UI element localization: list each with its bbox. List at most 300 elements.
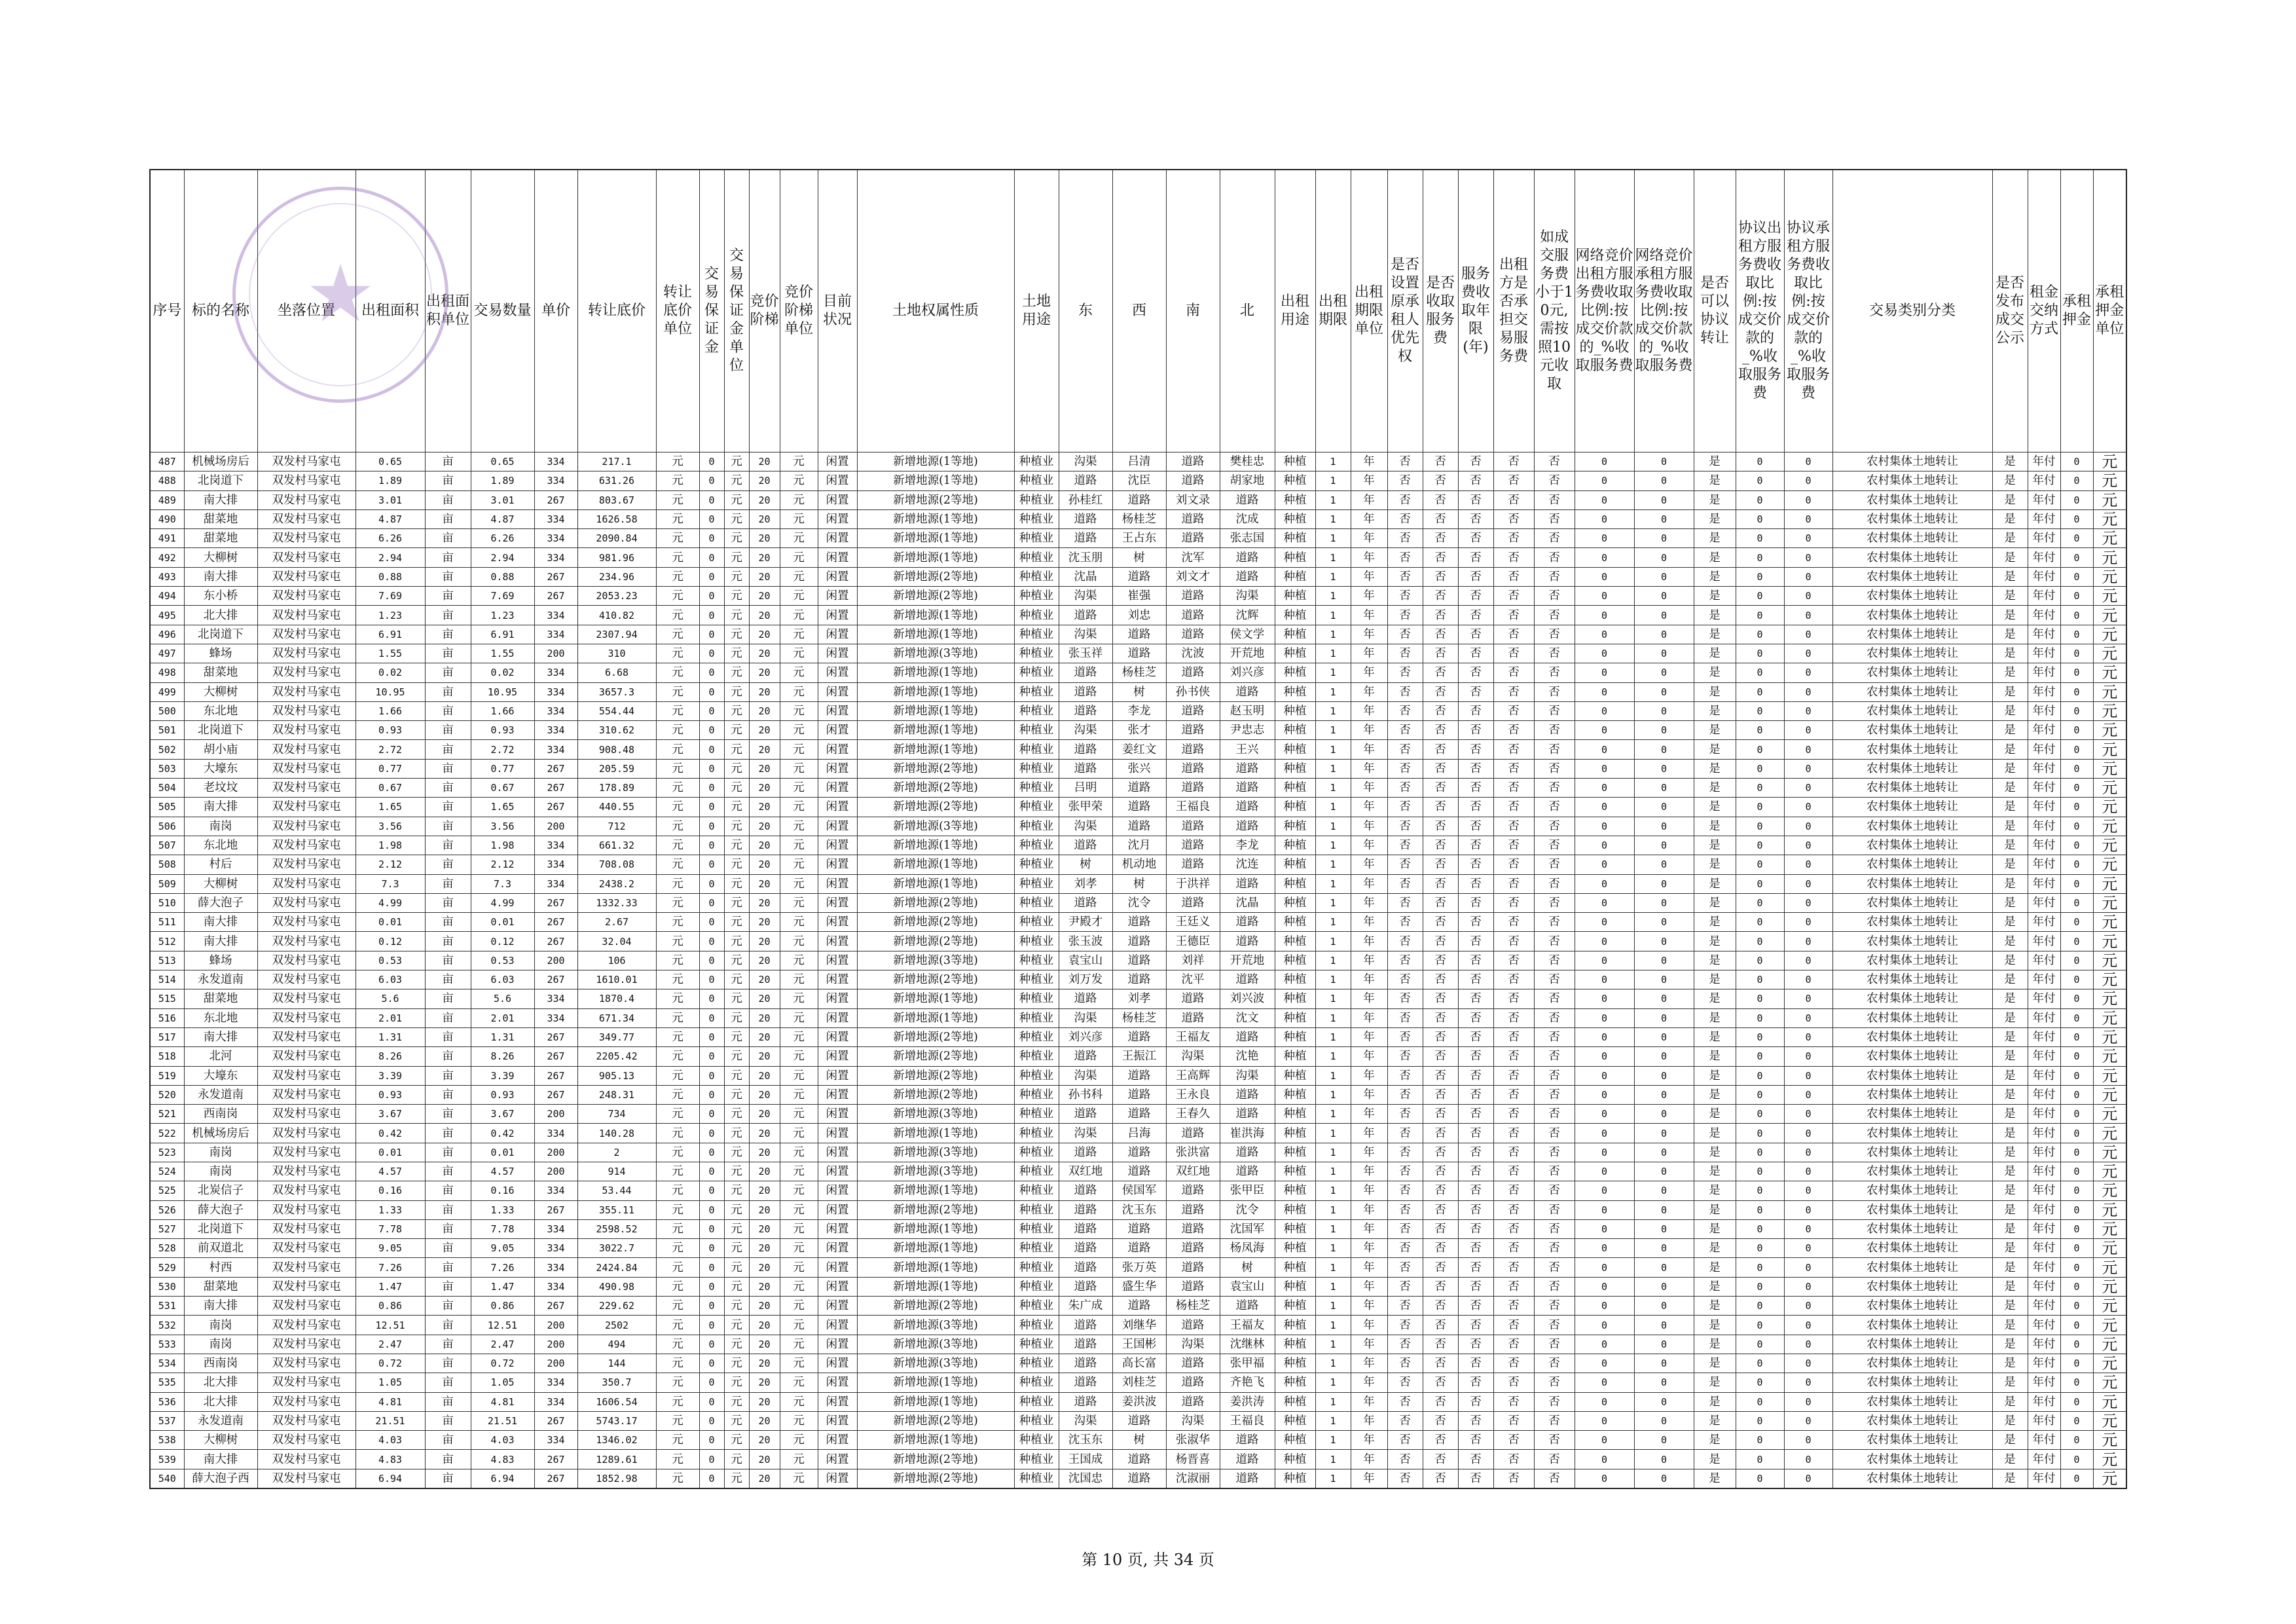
column-header: 网络竞价承租方服务费收取比例:按成交价款的_%收取服务费 xyxy=(1634,170,1694,452)
table-cell: 新增地源(2等地) xyxy=(857,798,1014,817)
table-cell: 元 xyxy=(724,625,749,644)
table-cell: 年 xyxy=(1351,1411,1387,1430)
table-cell: 元 xyxy=(780,893,818,912)
table-cell: 否 xyxy=(1534,490,1575,509)
table-cell: 0 xyxy=(2060,798,2093,817)
table-cell: 道路 xyxy=(1166,1392,1220,1411)
table-cell: 0 xyxy=(1736,1354,1784,1373)
table-cell: 年 xyxy=(1351,701,1387,720)
table-cell: 孙桂红 xyxy=(1059,490,1112,509)
table-cell: 樊桂忠 xyxy=(1220,452,1275,471)
column-header: 土地用途 xyxy=(1014,170,1059,452)
table-cell: 树 xyxy=(1112,682,1166,701)
table-cell: 533 xyxy=(150,1335,184,1354)
table-cell: 亩 xyxy=(425,587,471,606)
table-cell: 年 xyxy=(1351,798,1387,817)
table-cell: 元 xyxy=(724,1335,749,1354)
table-row xyxy=(150,1354,2126,1373)
table-cell: 沟渠 xyxy=(1220,587,1275,606)
table-cell: 0 xyxy=(699,1354,724,1373)
table-cell: 否 xyxy=(1534,1431,1575,1450)
table-cell: 种植 xyxy=(1275,1143,1315,1162)
table-cell: 年 xyxy=(1351,682,1387,701)
table-cell: 种植业 xyxy=(1014,970,1059,989)
table-cell: 20 xyxy=(749,1027,780,1046)
table-cell: 否 xyxy=(1387,1450,1423,1469)
table-cell: 否 xyxy=(1458,874,1493,893)
table-cell: 1.47 xyxy=(471,1277,534,1296)
table-cell: 否 xyxy=(1493,663,1534,682)
table-cell: 道路 xyxy=(1220,1105,1275,1124)
table-cell: 元 xyxy=(656,1219,699,1238)
table-cell: 种植 xyxy=(1275,606,1315,625)
table-cell: 234.96 xyxy=(577,567,656,586)
table-cell: 否 xyxy=(1458,1162,1493,1181)
table-cell: 6.94 xyxy=(471,1469,534,1488)
table-row xyxy=(150,682,2126,701)
table-cell: 元 xyxy=(656,452,699,471)
table-cell: 道路 xyxy=(1059,1258,1112,1277)
table-cell: 否 xyxy=(1493,1392,1534,1411)
table-cell: 0 xyxy=(699,1450,724,1469)
table-cell: 否 xyxy=(1534,1008,1575,1027)
table-cell: 年付 xyxy=(2028,509,2060,528)
table-cell: 20 xyxy=(749,1258,780,1277)
table-cell: 否 xyxy=(1493,682,1534,701)
table-cell: 否 xyxy=(1534,548,1575,567)
table-cell: 年 xyxy=(1351,509,1387,528)
table-cell: 3022.7 xyxy=(577,1239,656,1258)
table-cell: 杨桂芝 xyxy=(1166,1297,1220,1316)
table-cell: 0 xyxy=(1784,1450,1832,1469)
table-cell: 0 xyxy=(1784,471,1832,490)
table-cell: 否 xyxy=(1423,1066,1458,1085)
table-cell: 种植 xyxy=(1275,1047,1315,1066)
table-cell: 元 xyxy=(780,1411,818,1430)
table-cell: 334 xyxy=(534,1373,577,1392)
table-cell: 元 xyxy=(656,663,699,682)
table-cell: 8.26 xyxy=(355,1047,425,1066)
table-cell: 0 xyxy=(2060,855,2093,874)
table-cell: 道路 xyxy=(1059,836,1112,855)
table-cell: 否 xyxy=(1458,1008,1493,1027)
table-cell: 0 xyxy=(1575,1143,1634,1162)
table-cell: 双发村马家屯 xyxy=(257,606,355,625)
table-cell: 新增地源(1等地) xyxy=(857,663,1014,682)
table-cell: 年付 xyxy=(2028,893,2060,912)
table-cell: 2.94 xyxy=(355,548,425,567)
table-cell: 北大排 xyxy=(184,606,257,625)
table-cell: 道路 xyxy=(1059,1316,1112,1335)
table-cell: 是 xyxy=(1992,932,2028,951)
table-cell: 元 xyxy=(780,625,818,644)
table-cell: 0.12 xyxy=(355,932,425,951)
table-cell: 否 xyxy=(1387,509,1423,528)
table-cell: 年 xyxy=(1351,1335,1387,1354)
table-cell: 双发村马家屯 xyxy=(257,644,355,663)
table-cell: 0 xyxy=(1784,1066,1832,1085)
table-cell: 1 xyxy=(1315,1162,1351,1181)
table-cell: 道路 xyxy=(1166,1258,1220,1277)
table-cell: 0 xyxy=(1575,913,1634,932)
table-cell: 农村集体土地转让 xyxy=(1832,893,1992,912)
table-cell: 否 xyxy=(1423,509,1458,528)
table-cell: 是 xyxy=(1992,740,2028,759)
table-cell: 道路 xyxy=(1220,1297,1275,1316)
table-cell: 7.26 xyxy=(471,1258,534,1277)
table-cell: 是 xyxy=(1992,663,2028,682)
table-cell: 年 xyxy=(1351,759,1387,778)
table-cell: 4.57 xyxy=(355,1162,425,1181)
table-cell: 元 xyxy=(2093,1085,2126,1104)
table-cell: 否 xyxy=(1534,1392,1575,1411)
table-cell: 0 xyxy=(699,1373,724,1392)
table-cell: 双发村马家屯 xyxy=(257,989,355,1008)
table-cell: 4.99 xyxy=(355,893,425,912)
table-cell: 否 xyxy=(1423,836,1458,855)
table-cell: 王兴 xyxy=(1220,740,1275,759)
table-cell: 农村集体土地转让 xyxy=(1832,1258,1992,1277)
table-cell: 否 xyxy=(1534,893,1575,912)
table-cell: 元 xyxy=(724,1200,749,1219)
table-cell: 是 xyxy=(1992,1066,2028,1085)
table-cell: 否 xyxy=(1493,1143,1534,1162)
table-cell: 元 xyxy=(780,663,818,682)
table-cell: 年 xyxy=(1351,644,1387,663)
table-cell: 元 xyxy=(656,644,699,663)
table-cell: 南岗 xyxy=(184,1162,257,1181)
table-cell: 元 xyxy=(2093,1219,2126,1238)
table-cell: 0 xyxy=(699,721,724,740)
table-cell: 0 xyxy=(1736,1047,1784,1066)
table-cell: 双发村马家屯 xyxy=(257,721,355,740)
table-cell: 0 xyxy=(1634,663,1694,682)
table-cell: 1.98 xyxy=(471,836,534,855)
table-cell: 0 xyxy=(1784,1239,1832,1258)
table-cell: 540 xyxy=(150,1469,184,1488)
table-cell: 1 xyxy=(1315,1181,1351,1200)
table-cell: 道路 xyxy=(1166,509,1220,528)
table-cell: 0 xyxy=(1634,989,1694,1008)
table-cell: 0 xyxy=(1736,1316,1784,1335)
table-cell: 355.11 xyxy=(577,1200,656,1219)
table-cell: 0 xyxy=(699,759,724,778)
table-cell: 528 xyxy=(150,1239,184,1258)
table-cell: 刘文才 xyxy=(1166,567,1220,586)
table-cell: 沟渠 xyxy=(1059,625,1112,644)
table-cell: 是 xyxy=(1992,509,2028,528)
table-cell: 0 xyxy=(2060,490,2093,509)
table-cell: 元 xyxy=(656,1431,699,1450)
table-cell: 亩 xyxy=(425,1469,471,1488)
table-cell: 元 xyxy=(724,1431,749,1450)
table-cell: 0 xyxy=(2060,817,2093,836)
table-cell: 南岗 xyxy=(184,1143,257,1162)
table-cell: 否 xyxy=(1423,1200,1458,1219)
table-cell: 507 xyxy=(150,836,184,855)
table-cell: 农村集体土地转让 xyxy=(1832,644,1992,663)
table-cell: 年付 xyxy=(2028,587,2060,606)
table-cell: 沈玉东 xyxy=(1112,1200,1166,1219)
table-cell: 2053.23 xyxy=(577,587,656,606)
table-cell: 0 xyxy=(1784,874,1832,893)
table-cell: 新增地源(2等地) xyxy=(857,567,1014,586)
table-cell: 种植 xyxy=(1275,1258,1315,1277)
table-cell: 元 xyxy=(656,893,699,912)
table-cell: 种植 xyxy=(1275,1239,1315,1258)
table-cell: 2090.84 xyxy=(577,529,656,548)
table-cell: 0 xyxy=(2060,1105,2093,1124)
table-cell: 21.51 xyxy=(355,1411,425,1430)
table-cell: 农村集体土地转让 xyxy=(1832,1143,1992,1162)
table-cell: 张万英 xyxy=(1112,1258,1166,1277)
table-cell: 1 xyxy=(1315,1200,1351,1219)
table-cell: 否 xyxy=(1387,740,1423,759)
table-cell: 年付 xyxy=(2028,663,2060,682)
table-cell: 0 xyxy=(1736,548,1784,567)
table-cell: 267 xyxy=(534,1085,577,1104)
table-cell: 年付 xyxy=(2028,721,2060,740)
table-cell: 农村集体土地转让 xyxy=(1832,1124,1992,1143)
table-cell: 南大排 xyxy=(184,1297,257,1316)
table-cell: 年 xyxy=(1351,1219,1387,1238)
table-cell: 0.72 xyxy=(471,1354,534,1373)
table-cell: 4.87 xyxy=(471,509,534,528)
table-cell: 0 xyxy=(1784,1258,1832,1277)
table-cell: 元 xyxy=(724,779,749,798)
table-cell: 元 xyxy=(2093,644,2126,663)
table-cell: 元 xyxy=(656,989,699,1008)
table-cell: 双发村马家屯 xyxy=(257,1200,355,1219)
table-cell: 元 xyxy=(2093,587,2126,606)
table-cell: 否 xyxy=(1534,1373,1575,1392)
table-cell: 是 xyxy=(1992,1392,2028,1411)
table-cell: 0 xyxy=(2060,740,2093,759)
table-cell: 0 xyxy=(699,1297,724,1316)
table-cell: 是 xyxy=(1992,1297,2028,1316)
table-cell: 蜂场 xyxy=(184,644,257,663)
table-cell: 元 xyxy=(656,471,699,490)
table-cell: 512 xyxy=(150,932,184,951)
table-cell: 双发村马家屯 xyxy=(257,567,355,586)
table-cell: 种植 xyxy=(1275,1008,1315,1027)
table-cell: 农村集体土地转让 xyxy=(1832,1277,1992,1296)
table-cell: 元 xyxy=(656,1335,699,1354)
table-cell: 高长富 xyxy=(1112,1354,1166,1373)
table-cell: 否 xyxy=(1423,817,1458,836)
table-cell: 0 xyxy=(1634,1316,1694,1335)
table-cell: 种植 xyxy=(1275,989,1315,1008)
table-cell: 是 xyxy=(1694,1219,1736,1238)
table-cell: 是 xyxy=(1992,644,2028,663)
table-cell: 闲置 xyxy=(818,740,857,759)
table-cell: 否 xyxy=(1423,1450,1458,1469)
table-cell: 永发道南 xyxy=(184,1085,257,1104)
table-cell: 是 xyxy=(1992,529,2028,548)
table-cell: 元 xyxy=(780,1277,818,1296)
table-cell: 元 xyxy=(2093,1335,2126,1354)
table-cell: 道路 xyxy=(1059,1047,1112,1066)
table-cell: 沈玉朋 xyxy=(1059,548,1112,567)
table-cell: 否 xyxy=(1493,701,1534,720)
table-cell: 双发村马家屯 xyxy=(257,490,355,509)
table-row xyxy=(150,1162,2126,1181)
table-cell: 否 xyxy=(1534,817,1575,836)
table-cell: 0 xyxy=(1784,759,1832,778)
table-cell: 闲置 xyxy=(818,759,857,778)
table-cell: 元 xyxy=(724,1316,749,1335)
table-cell: 是 xyxy=(1992,1239,2028,1258)
table-cell: 334 xyxy=(534,701,577,720)
table-cell: 508 xyxy=(150,855,184,874)
table-cell: 538 xyxy=(150,1431,184,1450)
table-cell: 道路 xyxy=(1059,740,1112,759)
table-cell: 是 xyxy=(1992,490,2028,509)
table-cell: 0.86 xyxy=(471,1297,534,1316)
table-cell: 元 xyxy=(724,951,749,970)
table-cell: 7.78 xyxy=(471,1219,534,1238)
table-cell: 否 xyxy=(1423,740,1458,759)
table-cell: 种植 xyxy=(1275,1297,1315,1316)
table-cell: 种植业 xyxy=(1014,567,1059,586)
table-cell: 王廷义 xyxy=(1166,913,1220,932)
table-cell: 0 xyxy=(699,548,724,567)
table-cell: 年付 xyxy=(2028,1335,2060,1354)
table-cell: 年付 xyxy=(2028,874,2060,893)
table-cell: 双发村马家屯 xyxy=(257,1162,355,1181)
table-cell: 刘桂芝 xyxy=(1112,1373,1166,1392)
table-cell: 否 xyxy=(1423,989,1458,1008)
table-cell: 元 xyxy=(780,932,818,951)
table-cell: 新增地源(1等地) xyxy=(857,989,1014,1008)
table-cell: 0 xyxy=(699,1181,724,1200)
table-cell: 是 xyxy=(1694,1335,1736,1354)
table-cell: 0 xyxy=(1736,1027,1784,1046)
table-cell: 亩 xyxy=(425,1239,471,1258)
table-cell: 元 xyxy=(656,951,699,970)
table-cell: 否 xyxy=(1458,721,1493,740)
table-cell: 亩 xyxy=(425,1124,471,1143)
table-cell: 元 xyxy=(656,1124,699,1143)
table-cell: 年 xyxy=(1351,1297,1387,1316)
table-cell: 西南岗 xyxy=(184,1354,257,1373)
table-cell: 否 xyxy=(1387,529,1423,548)
table-cell: 1 xyxy=(1315,893,1351,912)
table-cell: 年付 xyxy=(2028,529,2060,548)
table-cell: 种植业 xyxy=(1014,1277,1059,1296)
table-cell: 双发村马家屯 xyxy=(257,1411,355,1430)
table-cell: 1 xyxy=(1315,1027,1351,1046)
table-cell: 年 xyxy=(1351,1066,1387,1085)
table-cell: 新增地源(2等地) xyxy=(857,1469,1014,1488)
table-cell: 否 xyxy=(1534,682,1575,701)
table-cell: 7.69 xyxy=(355,587,425,606)
table-cell: 否 xyxy=(1458,970,1493,989)
table-cell: 机动地 xyxy=(1112,855,1166,874)
table-cell: 元 xyxy=(780,1085,818,1104)
table-cell: 否 xyxy=(1534,625,1575,644)
table-cell: 否 xyxy=(1493,1411,1534,1430)
table-cell: 否 xyxy=(1458,490,1493,509)
table-cell: 6.26 xyxy=(355,529,425,548)
table-cell: 道路 xyxy=(1112,798,1166,817)
table-cell: 亩 xyxy=(425,1316,471,1335)
table-cell: 年付 xyxy=(2028,1411,2060,1430)
table-cell: 否 xyxy=(1423,1258,1458,1277)
table-cell: 0 xyxy=(1634,1411,1694,1430)
table-cell: 年 xyxy=(1351,1354,1387,1373)
table-row xyxy=(150,1411,2126,1430)
table-cell: 否 xyxy=(1387,874,1423,893)
table-cell: 农村集体土地转让 xyxy=(1832,1162,1992,1181)
table-cell: 1 xyxy=(1315,682,1351,701)
table-cell: 元 xyxy=(724,606,749,625)
table-cell: 元 xyxy=(724,1027,749,1046)
table-cell: 元 xyxy=(656,701,699,720)
table-cell: 元 xyxy=(780,701,818,720)
table-cell: 刘兴彦 xyxy=(1059,1027,1112,1046)
table-cell: 否 xyxy=(1423,874,1458,893)
table-cell: 道路 xyxy=(1220,913,1275,932)
table-cell: 否 xyxy=(1387,1047,1423,1066)
table-cell: 493 xyxy=(150,567,184,586)
table-cell: 道路 xyxy=(1059,1143,1112,1162)
table-cell: 道路 xyxy=(1220,759,1275,778)
table-cell: 267 xyxy=(534,1469,577,1488)
table-cell: 是 xyxy=(1694,1411,1736,1430)
table-cell: 0 xyxy=(1784,1162,1832,1181)
table-cell: 0 xyxy=(2060,509,2093,528)
table-cell: 道路 xyxy=(1166,1277,1220,1296)
table-cell: 0 xyxy=(699,490,724,509)
table-cell: 否 xyxy=(1534,1181,1575,1200)
table-cell: 农村集体土地转让 xyxy=(1832,490,1992,509)
table-cell: 0 xyxy=(699,587,724,606)
table-cell: 元 xyxy=(656,1450,699,1469)
table-cell: 是 xyxy=(1992,701,2028,720)
table-cell: 元 xyxy=(2093,1469,2126,1488)
table-cell: 334 xyxy=(534,509,577,528)
table-cell: 年付 xyxy=(2028,1027,2060,1046)
table-cell: 否 xyxy=(1423,1411,1458,1430)
table-cell: 元 xyxy=(656,1162,699,1181)
table-cell: 20 xyxy=(749,893,780,912)
table-cell: 新增地源(1等地) xyxy=(857,1008,1014,1027)
table-cell: 否 xyxy=(1458,1027,1493,1046)
table-cell: 267 xyxy=(534,1027,577,1046)
table-cell: 否 xyxy=(1534,587,1575,606)
table-row xyxy=(150,1277,2126,1296)
table-cell: 532 xyxy=(150,1316,184,1335)
table-cell: 0.88 xyxy=(471,567,534,586)
table-cell: 年 xyxy=(1351,452,1387,471)
table-cell: 1346.02 xyxy=(577,1431,656,1450)
table-cell: 20 xyxy=(749,1316,780,1335)
table-cell: 蜂场 xyxy=(184,951,257,970)
table-cell: 20 xyxy=(749,587,780,606)
table-cell: 亩 xyxy=(425,759,471,778)
table-cell: 4.03 xyxy=(355,1431,425,1450)
table-cell: 种植 xyxy=(1275,1219,1315,1238)
table-cell: 905.13 xyxy=(577,1066,656,1085)
table-cell: 否 xyxy=(1423,1085,1458,1104)
table-cell: 元 xyxy=(780,1124,818,1143)
table-cell: 元 xyxy=(780,1450,818,1469)
table-cell: 否 xyxy=(1534,1258,1575,1277)
table-cell: 否 xyxy=(1458,509,1493,528)
table-cell: 是 xyxy=(1694,567,1736,586)
table-cell: 王占东 xyxy=(1112,529,1166,548)
